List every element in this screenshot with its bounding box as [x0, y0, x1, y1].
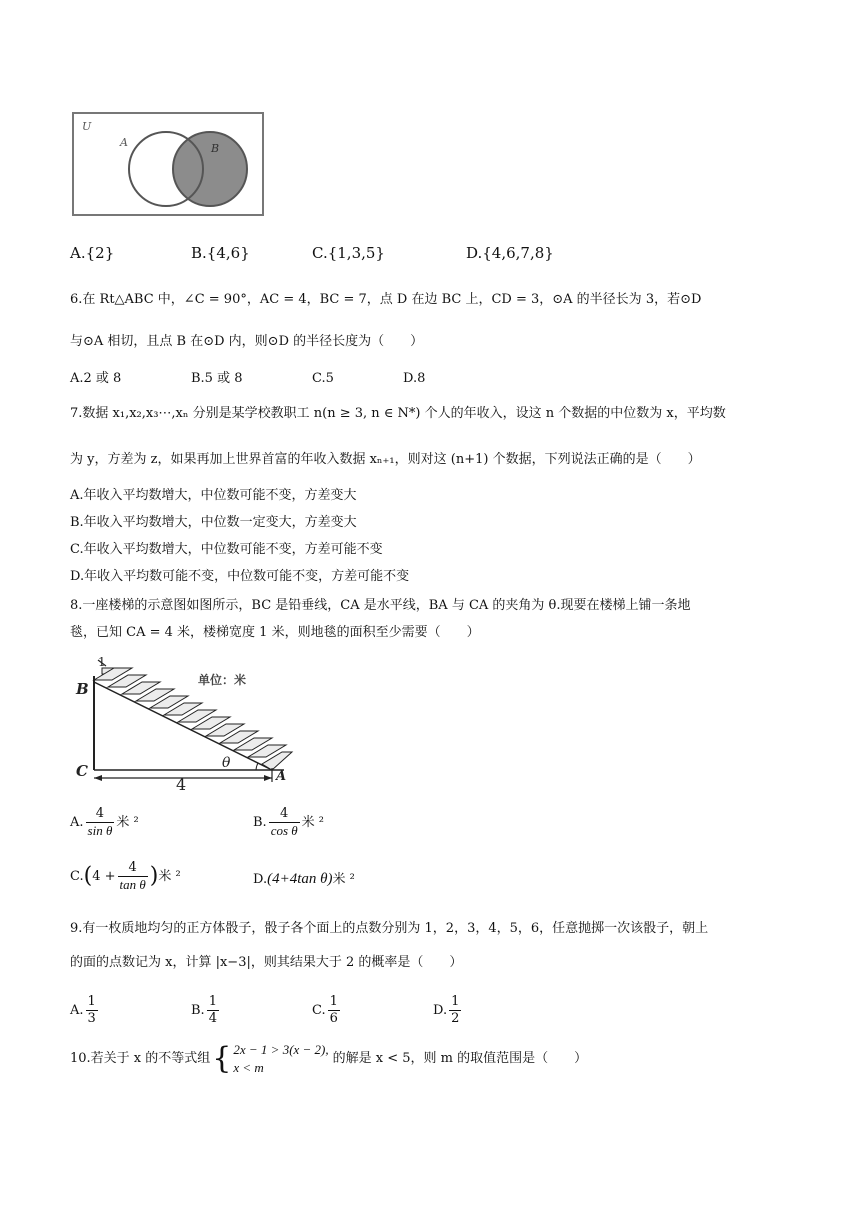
- line-ba: [94, 682, 272, 770]
- dimension-arrow-right: [264, 775, 272, 781]
- q7-option-c: C.年收入平均数增大，中位数可能不变，方差可能不变: [70, 542, 383, 557]
- q7-option-d: D.年收入平均数可能不变，中位数可能不变，方差可能不变: [70, 569, 410, 584]
- q7-stem-line1: 7.数据 x₁,x₂,x₃⋯,xₙ 分别是某学校教职工 n(n ≥ 3, n ∈ N*) 个人的年收入，设这 n 个数据的中位数为 x，平均数: [70, 406, 726, 421]
- q10-row1: 2x − 1 > 3(x − 2),: [233, 1042, 329, 1057]
- label-c: C: [76, 762, 88, 780]
- q5-option-a: A.{2}: [70, 244, 115, 262]
- stair-steps: [94, 668, 292, 770]
- label-b: B: [76, 680, 89, 698]
- venn-label-a: A: [120, 136, 128, 149]
- q9-stem-line2: 的面的点数记为 x，计算 |x−3|，则其结果大于 2 的概率是（ ）: [70, 955, 463, 970]
- staircase-figure: [72, 656, 298, 796]
- q10-brace: {: [212, 1041, 232, 1076]
- q7-option-a: A.年收入平均数增大，中位数可能不变，方差变大: [70, 488, 357, 503]
- q7-stem-line2: 为 y，方差为 z，如果再加上世界首富的年收入数据 xₙ₊₁，则对这 (n+1) 个数据，下列说法正确的是（ ）: [70, 452, 701, 467]
- q6-option-d: D.8: [403, 371, 426, 386]
- label-width: 1: [98, 656, 106, 669]
- q9-option-d: D. $\frac{1}{2}$: [433, 994, 460, 1026]
- q10-stem: [70, 1041, 587, 1077]
- q5-option-c: C.{1,3,5}: [312, 244, 385, 262]
- q8-option-a: A. $\frac{4}{\text{sin θ}}$ 米 ²: [70, 806, 139, 838]
- q9-option-a: A. $\frac{1}{3}$: [70, 994, 96, 1026]
- q6-stem-line2: 与⊙A 相切，且点 B 在⊙D 内，则⊙D 的半径长度为（ ）: [70, 334, 424, 349]
- q6-option-b: B.5 或 8: [191, 371, 243, 386]
- q6-option-c: C.5: [312, 371, 334, 386]
- venn-diagram: [72, 112, 264, 216]
- q10-system: [233, 1041, 328, 1077]
- dimension-arrow-left: [94, 775, 102, 781]
- q9-option-b: B. $\frac{1}{4}$: [191, 994, 217, 1026]
- q8-option-b: B. $\frac{4}{\text{cos θ}}$ 米 ²: [253, 806, 325, 838]
- q10-suffix: 的解是 x < 5，则 m 的取值范围是（ ）: [332, 1051, 588, 1066]
- q6-stem-line1: 6.在 Rt△ABC 中，∠C = 90°，AC = 4，BC = 7，点 D 在边 BC 上，CD = 3，⊙A 的半径长为 3，若⊙D: [70, 292, 702, 307]
- q10-row2: x < m: [233, 1060, 264, 1075]
- q6-option-a: A.2 或 8: [70, 371, 122, 386]
- q5-option-b: B.{4,6}: [191, 244, 250, 262]
- q9-stem-line1: 9.有一枚质地均匀的正方体骰子，骰子各个面上的点数分别为 1，2，3，4，5，6，任意抛掷一次该骰子，朝上: [70, 921, 709, 936]
- label-theta: θ: [222, 755, 231, 771]
- label-unit: 单位：米: [198, 673, 247, 687]
- q8-stem-line1: 8.一座楼梯的示意图如图所示，BC 是铅垂线，CA 是水平线，BA 与 CA 的夹角为 θ.现要在楼梯上铺一条地: [70, 598, 691, 613]
- venn-label-u: U: [82, 120, 92, 133]
- q9-option-c: C. $\frac{1}{6}$: [312, 994, 338, 1026]
- q10-prefix: 10.若关于 x 的不等式组: [70, 1051, 211, 1066]
- label-length: 4: [176, 775, 187, 794]
- q8-option-d: D.(4+4tan θ)米 ²: [253, 871, 355, 887]
- q5-option-d: D.{4,6,7,8}: [466, 244, 554, 262]
- theta-arc: [256, 763, 258, 770]
- label-a: A: [276, 769, 287, 784]
- set-b-circle: [173, 132, 247, 206]
- q8-option-c: C.(4 + $\frac{4}{\text{tan θ}}$ )米 ²: [70, 860, 181, 892]
- q8-stem-line2: 毯，已知 CA = 4 米，楼梯宽度 1 米，则地毯的面积至少需要（ ）: [70, 625, 480, 640]
- venn-label-b: B: [211, 142, 220, 155]
- q7-option-b: B.年收入平均数增大，中位数一定变大，方差变大: [70, 515, 357, 530]
